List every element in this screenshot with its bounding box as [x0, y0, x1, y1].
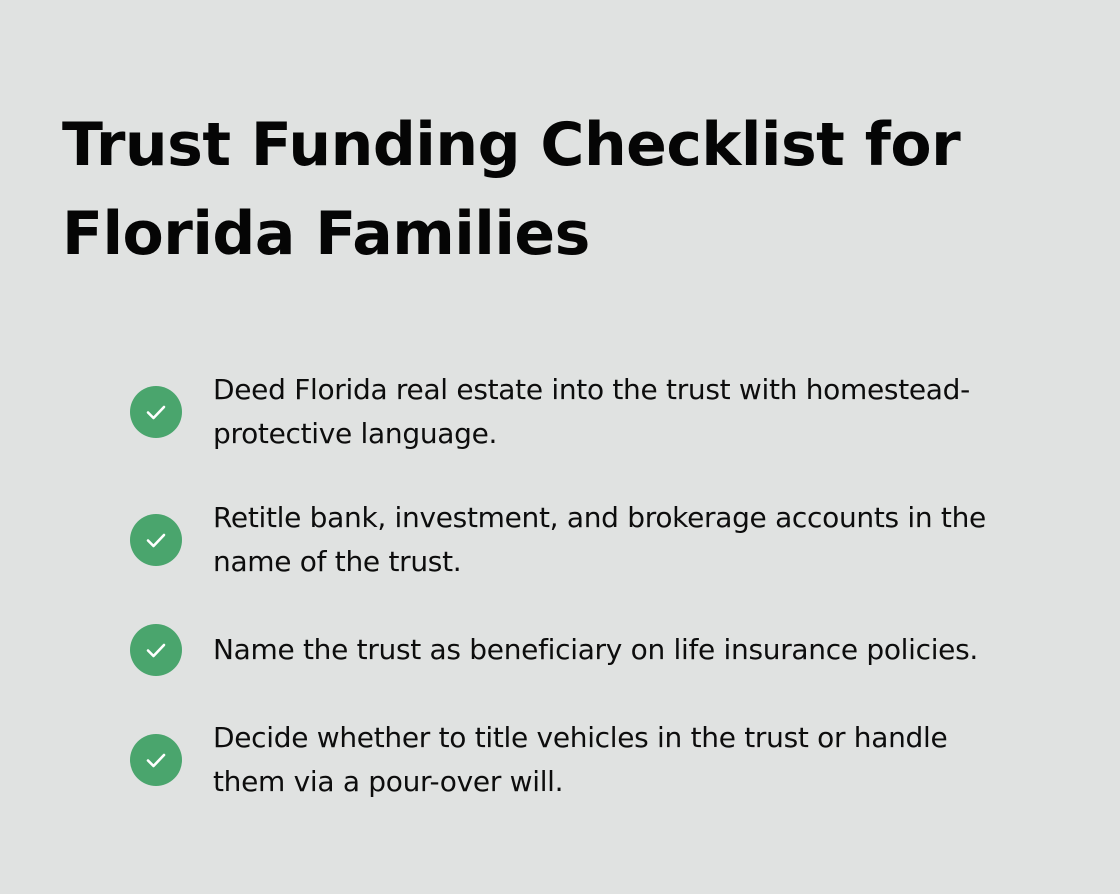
checklist-item-line-1: Retitle bank, investment, and brokerage accounts in the	[213, 501, 986, 534]
check-icon	[130, 624, 182, 676]
check-icon	[130, 734, 182, 786]
check-icon	[130, 514, 182, 566]
checklist-item-line-1: Name the trust as beneficiary on life insurance policies.	[213, 633, 979, 666]
title-line-1: Trust Funding Checklist for	[62, 110, 961, 180]
checklist-item-text	[213, 496, 1063, 584]
check-icon	[130, 386, 182, 438]
checklist-item-line-2: protective language.	[213, 417, 498, 450]
title-line-2: Florida Families	[62, 199, 590, 269]
checklist-item-line-1: Decide whether to title vehicles in the trust or handle	[213, 721, 948, 754]
checklist-item-text	[213, 368, 1063, 456]
checklist-item-line-2: name of the trust.	[213, 545, 462, 578]
checklist-item-text	[213, 628, 1063, 672]
checklist-item-line-1: Deed Florida real estate into the trust with homestead-	[213, 373, 970, 406]
checklist-item-line-2: them via a pour-over will.	[213, 765, 564, 798]
checklist-item-text	[213, 716, 1063, 804]
